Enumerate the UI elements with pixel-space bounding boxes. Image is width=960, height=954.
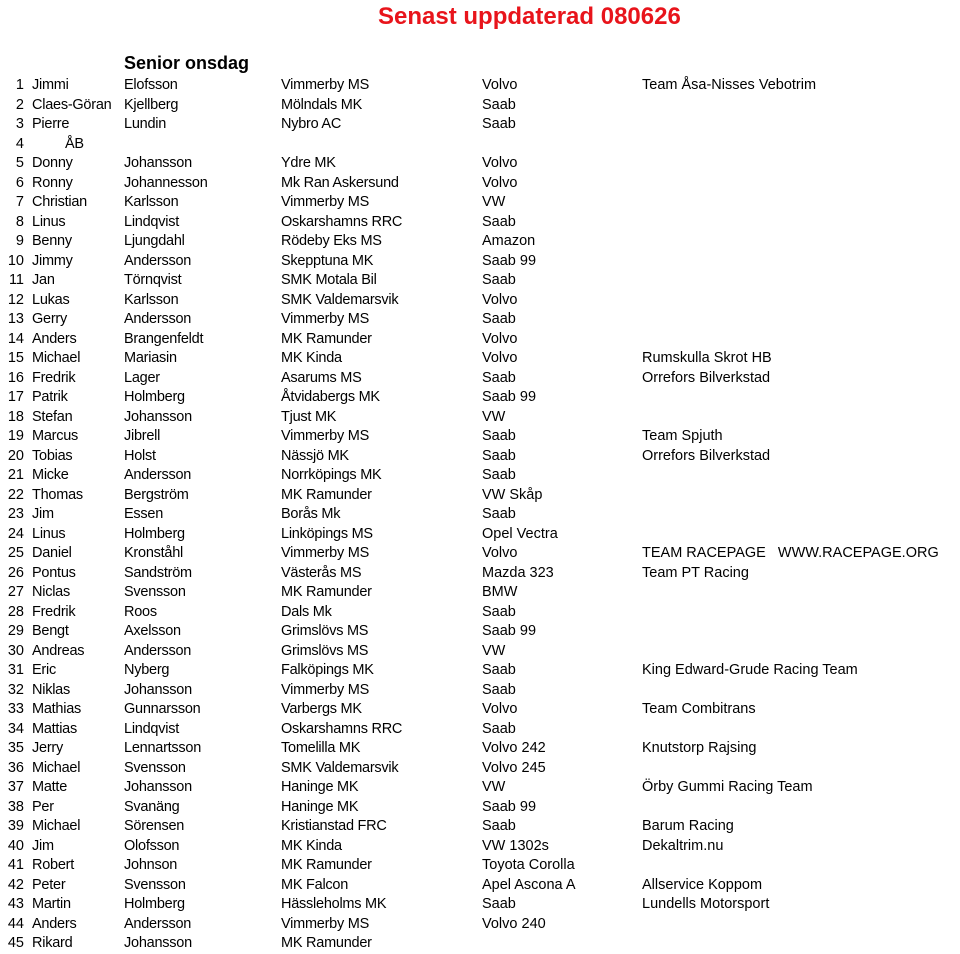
team-name: Orrefors Bilverkstad	[642, 447, 771, 464]
table-row	[0, 271, 960, 291]
club-name: Dals Mk	[281, 603, 332, 620]
table-row	[0, 349, 960, 369]
driver-last-name: Jibrell	[124, 428, 161, 444]
driver-last-name: Mariasin	[124, 350, 177, 366]
driver-first-name: Michael	[32, 759, 81, 776]
car-model: Saab	[482, 662, 516, 678]
club-name: Vimmerby MS	[281, 194, 370, 210]
club-name: Västerås MS	[281, 564, 362, 581]
driver-last-name: Andersson	[124, 915, 192, 932]
driver-last-name: Sörensen	[124, 818, 185, 834]
car-model: VW 1302s	[482, 837, 549, 854]
club-name: MK Falcon	[281, 876, 349, 893]
car-model: Saab	[482, 681, 516, 698]
team-name: Barum Racing	[642, 818, 734, 834]
table-row	[0, 466, 960, 486]
driver-last-name: Svensson	[124, 584, 186, 600]
car-model: Volvo	[482, 174, 518, 191]
driver-last-name: Kjellberg	[124, 96, 179, 113]
car-model: Apel Ascona A	[482, 876, 576, 893]
entry-number: 36	[7, 759, 24, 776]
car-model: Saab	[482, 506, 516, 522]
table-row	[0, 154, 960, 174]
driver-first-name: Mattias	[32, 720, 77, 737]
table-row	[0, 408, 960, 428]
entry-number: 3	[15, 116, 24, 132]
club-name: MK Ramunder	[281, 330, 372, 347]
table-row	[0, 232, 960, 252]
car-model: Mazda 323	[482, 564, 554, 581]
team-name: Team Combitrans	[642, 701, 756, 717]
driver-first-name: Andreas	[32, 642, 85, 659]
driver-last-name: Essen	[124, 506, 164, 522]
table-row	[0, 96, 960, 116]
entry-number: 10	[7, 252, 24, 269]
driver-last-name: Gunnarsson	[124, 701, 201, 717]
driver-last-name: Johannesson	[124, 174, 208, 191]
car-model: Saab	[482, 818, 516, 834]
entry-number: 24	[7, 525, 24, 542]
club-name: MK Kinda	[281, 837, 342, 854]
club-name: MK Ramunder	[281, 857, 372, 873]
club-name: MK Ramunder	[281, 486, 372, 503]
club-name: Asarums MS	[281, 369, 362, 386]
table-row	[0, 135, 960, 155]
car-model: Volvo	[482, 701, 518, 717]
entry-number: 37	[7, 779, 24, 795]
driver-last-name: Lindqvist	[124, 213, 179, 230]
driver-first-name: Marcus	[32, 428, 79, 444]
entry-number: 25	[7, 545, 24, 561]
driver-last-name: Svanäng	[124, 798, 180, 815]
entry-number: 6	[15, 174, 24, 191]
club-name: Vimmerby MS	[281, 545, 370, 561]
driver-first-name: Stefan	[32, 408, 73, 425]
driver-first-name: Lukas	[32, 291, 70, 308]
club-name: Vimmerby MS	[281, 915, 370, 932]
driver-first-name: Patrik	[32, 389, 68, 405]
club-name: Grimslövs MS	[281, 623, 369, 639]
driver-last-name: Svensson	[124, 759, 186, 776]
driver-last-name: Lundin	[124, 116, 167, 132]
table-row	[0, 213, 960, 233]
club-name: Haninge MK	[281, 798, 359, 815]
driver-first-name: Jimmi	[32, 77, 69, 93]
team-name: Lundells Motorsport	[642, 896, 770, 912]
driver-first-name: Jan	[32, 272, 55, 288]
club-name: Hässleholms MK	[281, 896, 387, 912]
table-row	[0, 622, 960, 642]
driver-first-name: Pierre	[32, 116, 70, 132]
table-row	[0, 915, 960, 935]
driver-first-name: Pontus	[32, 564, 76, 581]
car-model: Volvo 242	[482, 740, 546, 756]
car-model: Amazon	[482, 233, 536, 249]
club-name: Oskarshamns RRC	[281, 213, 403, 230]
entry-number: 22	[7, 486, 24, 503]
entry-number: 42	[7, 876, 24, 893]
car-model: Volvo 245	[482, 759, 546, 776]
driver-first-name: ÅB	[65, 135, 84, 152]
table-row	[0, 193, 960, 213]
entry-number: 21	[7, 467, 24, 483]
car-model: Volvo	[482, 77, 518, 93]
car-model: Volvo 240	[482, 915, 546, 932]
team-name: Team Åsa-Nisses Vebotrim	[642, 77, 817, 93]
table-row	[0, 505, 960, 525]
club-name: Åtvidabergs MK	[281, 389, 380, 405]
table-row	[0, 486, 960, 506]
entry-number: 8	[15, 213, 24, 230]
driver-first-name: Jim	[32, 837, 54, 854]
car-model: Saab	[482, 96, 516, 113]
table-row	[0, 310, 960, 330]
driver-last-name: Ljungdahl	[124, 233, 185, 249]
table-row	[0, 525, 960, 545]
driver-last-name: Olofsson	[124, 837, 180, 854]
club-name: Mk Ran Askersund	[281, 174, 399, 191]
table-row	[0, 174, 960, 194]
team-name: Orrefors Bilverkstad	[642, 369, 771, 386]
entry-number: 33	[7, 701, 24, 717]
car-model: VW	[482, 779, 506, 795]
entry-number: 4	[15, 135, 24, 152]
car-model: Saab 99	[482, 389, 537, 405]
driver-last-name: Karlsson	[124, 291, 179, 308]
car-model: VW	[482, 408, 506, 425]
driver-first-name: Jimmy	[32, 252, 73, 269]
table-row	[0, 876, 960, 896]
driver-last-name: Johansson	[124, 408, 192, 425]
club-name: SMK Valdemarsvik	[281, 759, 399, 776]
driver-first-name: Linus	[32, 213, 66, 230]
entry-number: 29	[7, 623, 24, 639]
driver-last-name: Sandström	[124, 564, 192, 581]
club-name: Vimmerby MS	[281, 681, 370, 698]
driver-last-name: Karlsson	[124, 194, 179, 210]
team-name: Dekaltrim.nu	[642, 837, 724, 854]
entry-number: 45	[7, 935, 24, 951]
club-name: Norrköpings MK	[281, 467, 382, 483]
entry-number: 43	[7, 896, 24, 912]
club-name: Ydre MK	[281, 155, 336, 171]
driver-first-name: Niklas	[32, 681, 70, 698]
driver-last-name: Johnson	[124, 857, 178, 873]
car-model: BMW	[482, 584, 518, 600]
club-name: MK Kinda	[281, 350, 342, 366]
driver-first-name: Per	[32, 798, 54, 815]
driver-first-name: Ronny	[32, 174, 73, 191]
club-name: Skepptuna MK	[281, 252, 374, 269]
driver-first-name: Michael	[32, 350, 81, 366]
driver-last-name: Johansson	[124, 935, 192, 951]
club-name: Varbergs MK	[281, 701, 362, 717]
team-name: King Edward-Grude Racing Team	[642, 662, 858, 678]
driver-last-name: Elofsson	[124, 77, 178, 93]
entry-number: 27	[7, 584, 24, 600]
car-model: VW	[482, 642, 506, 659]
driver-last-name: Andersson	[124, 467, 192, 483]
driver-first-name: Rikard	[32, 935, 73, 951]
entry-number: 32	[7, 681, 24, 698]
car-model: VW Skåp	[482, 486, 543, 503]
table-row	[0, 291, 960, 311]
table-row	[0, 759, 960, 779]
car-model: Volvo	[482, 291, 518, 308]
driver-first-name: Daniel	[32, 545, 72, 561]
entry-number: 18	[7, 408, 24, 425]
car-model: Saab	[482, 720, 516, 737]
car-model: Saab	[482, 603, 516, 620]
entry-number: 30	[7, 642, 24, 659]
entry-number: 5	[15, 155, 24, 171]
driver-first-name: Linus	[32, 525, 66, 542]
driver-last-name: Johansson	[124, 779, 192, 795]
table-row	[0, 642, 960, 662]
driver-last-name: Johansson	[124, 155, 192, 171]
table-row	[0, 447, 960, 467]
driver-first-name: Fredrik	[32, 603, 76, 620]
driver-last-name: Brangenfeldt	[124, 330, 204, 347]
car-model: Saab	[482, 428, 516, 444]
driver-last-name: Bergström	[124, 486, 189, 503]
driver-last-name: Andersson	[124, 642, 192, 659]
club-name: Mölndals MK	[281, 96, 363, 113]
entry-number: 31	[7, 662, 24, 678]
car-model: Volvo	[482, 350, 518, 366]
table-row	[0, 564, 960, 584]
table-row	[0, 837, 960, 857]
club-name: MK Ramunder	[281, 935, 372, 951]
driver-first-name: Gerry	[32, 311, 67, 327]
driver-first-name: Matte	[32, 779, 68, 795]
driver-first-name: Micke	[32, 467, 69, 483]
table-row	[0, 681, 960, 701]
table-row	[0, 895, 960, 915]
table-row	[0, 739, 960, 759]
driver-last-name: Nyberg	[124, 662, 170, 678]
entry-number: 16	[7, 369, 24, 386]
club-name: Borås Mk	[281, 506, 341, 522]
car-model: Saab 99	[482, 623, 537, 639]
car-model: Volvo	[482, 330, 518, 347]
table-row	[0, 76, 960, 96]
table-row	[0, 603, 960, 623]
entry-number: 1	[15, 77, 24, 93]
car-model: Saab	[482, 116, 516, 132]
table-row	[0, 583, 960, 603]
club-name: Linköpings MS	[281, 525, 373, 542]
table-row	[0, 778, 960, 798]
entry-number: 44	[7, 915, 24, 932]
driver-first-name: Benny	[32, 233, 72, 249]
car-model: Toyota Corolla	[482, 857, 575, 873]
entry-number: 12	[7, 291, 24, 308]
driver-first-name: Eric	[32, 662, 56, 678]
club-name: Grimslövs MS	[281, 642, 369, 659]
driver-first-name: Claes-Göran	[32, 96, 112, 113]
car-model: Saab	[482, 272, 516, 288]
club-name: Nässjö MK	[281, 447, 349, 464]
club-name: Vimmerby MS	[281, 428, 370, 444]
driver-first-name: Donny	[32, 155, 73, 171]
table-row	[0, 252, 960, 272]
entry-number: 26	[7, 564, 24, 581]
driver-first-name: Jim	[32, 506, 54, 522]
entry-number: 15	[7, 350, 24, 366]
table-row	[0, 330, 960, 350]
entry-number: 34	[7, 720, 24, 737]
table-row	[0, 544, 960, 564]
entry-number: 35	[7, 740, 24, 756]
table-row	[0, 720, 960, 740]
driver-last-name: Kronståhl	[124, 545, 184, 561]
table-row	[0, 856, 960, 876]
table-row	[0, 115, 960, 135]
team-name: Rumskulla Skrot HB	[642, 350, 772, 366]
car-model: Saab	[482, 447, 516, 464]
entry-number: 7	[15, 194, 24, 210]
entry-number: 28	[7, 603, 24, 620]
driver-first-name: Niclas	[32, 584, 70, 600]
driver-last-name: Andersson	[124, 311, 192, 327]
team-name: Knutstorp Rajsing	[642, 740, 757, 756]
entry-number: 9	[15, 233, 24, 249]
entry-list-table	[0, 76, 960, 954]
team-name: Team Spjuth	[642, 428, 723, 444]
driver-first-name: Mathias	[32, 701, 82, 717]
driver-last-name: Holst	[124, 447, 156, 464]
entry-number: 39	[7, 818, 24, 834]
driver-first-name: Thomas	[32, 486, 83, 503]
entry-number: 41	[7, 857, 24, 873]
club-name: Falköpings MK	[281, 662, 374, 678]
car-model: Saab	[482, 369, 516, 386]
driver-first-name: Martin	[32, 896, 71, 912]
car-model: Saab	[482, 213, 516, 230]
driver-first-name: Peter	[32, 876, 66, 893]
car-model: VW	[482, 194, 506, 210]
car-model: Saab 99	[482, 252, 537, 269]
club-name: Vimmerby MS	[281, 311, 370, 327]
entry-number: 14	[7, 330, 24, 347]
driver-last-name: Axelsson	[124, 623, 181, 639]
driver-first-name: Anders	[32, 330, 77, 347]
club-name: Vimmerby MS	[281, 77, 370, 93]
entry-number: 13	[7, 311, 24, 327]
class-heading: Senior onsdag	[124, 53, 250, 73]
driver-last-name: Johansson	[124, 681, 192, 698]
page-title: Senast uppdaterad 080626	[378, 3, 681, 30]
entry-number: 2	[15, 96, 24, 113]
table-row	[0, 427, 960, 447]
club-name: SMK Valdemarsvik	[281, 291, 399, 308]
club-name: Kristianstad FRC	[281, 818, 387, 834]
driver-last-name: Lennartsson	[124, 740, 202, 756]
driver-last-name: Andersson	[124, 252, 192, 269]
club-name: Rödeby Eks MS	[281, 233, 382, 249]
driver-last-name: Svensson	[124, 876, 186, 893]
table-row	[0, 661, 960, 681]
car-model: Saab	[482, 896, 516, 912]
team-name: TEAM RACEPAGE WWW.RACEPAGE.ORG	[642, 545, 939, 561]
driver-first-name: Tobias	[32, 447, 73, 464]
driver-first-name: Robert	[32, 857, 75, 873]
car-model: Volvo	[482, 155, 518, 171]
driver-first-name: Fredrik	[32, 369, 76, 386]
entry-number: 23	[7, 506, 24, 522]
driver-last-name: Lindqvist	[124, 720, 179, 737]
table-row	[0, 388, 960, 408]
team-name: Allservice Koppom	[642, 876, 763, 893]
driver-last-name: Lager	[124, 369, 160, 386]
entry-number: 11	[8, 272, 24, 288]
driver-last-name: Holmberg	[124, 389, 185, 405]
club-name: Tjust MK	[281, 408, 337, 425]
entry-number: 19	[7, 428, 24, 444]
table-row	[0, 934, 960, 954]
driver-first-name: Christian	[32, 194, 87, 210]
club-name: Haninge MK	[281, 779, 359, 795]
car-model: Opel Vectra	[482, 525, 558, 542]
table-row	[0, 369, 960, 389]
team-name: Örby Gummi Racing Team	[642, 779, 813, 795]
entry-number: 40	[7, 837, 24, 854]
table-row	[0, 700, 960, 720]
car-model: Volvo	[482, 545, 518, 561]
driver-last-name: Roos	[124, 603, 157, 620]
entry-number: 38	[7, 798, 24, 815]
driver-first-name: Jerry	[32, 740, 63, 756]
driver-last-name: Holmberg	[124, 525, 185, 542]
driver-last-name: Törnqvist	[124, 272, 182, 288]
car-model: Saab	[482, 467, 516, 483]
club-name: SMK Motala Bil	[281, 272, 377, 288]
driver-first-name: Michael	[32, 818, 81, 834]
club-name: Oskarshamns RRC	[281, 720, 403, 737]
driver-last-name: Holmberg	[124, 896, 185, 912]
table-row	[0, 798, 960, 818]
club-name: Nybro AC	[281, 116, 342, 132]
entry-number: 20	[7, 447, 24, 464]
club-name: Tomelilla MK	[281, 740, 361, 756]
club-name: MK Ramunder	[281, 584, 372, 600]
car-model: Saab 99	[482, 798, 537, 815]
driver-first-name: Bengt	[32, 623, 69, 639]
entry-number: 17	[7, 389, 24, 405]
table-row	[0, 817, 960, 837]
team-name: Team PT Racing	[642, 564, 749, 581]
driver-first-name: Anders	[32, 915, 77, 932]
car-model: Saab	[482, 311, 516, 327]
